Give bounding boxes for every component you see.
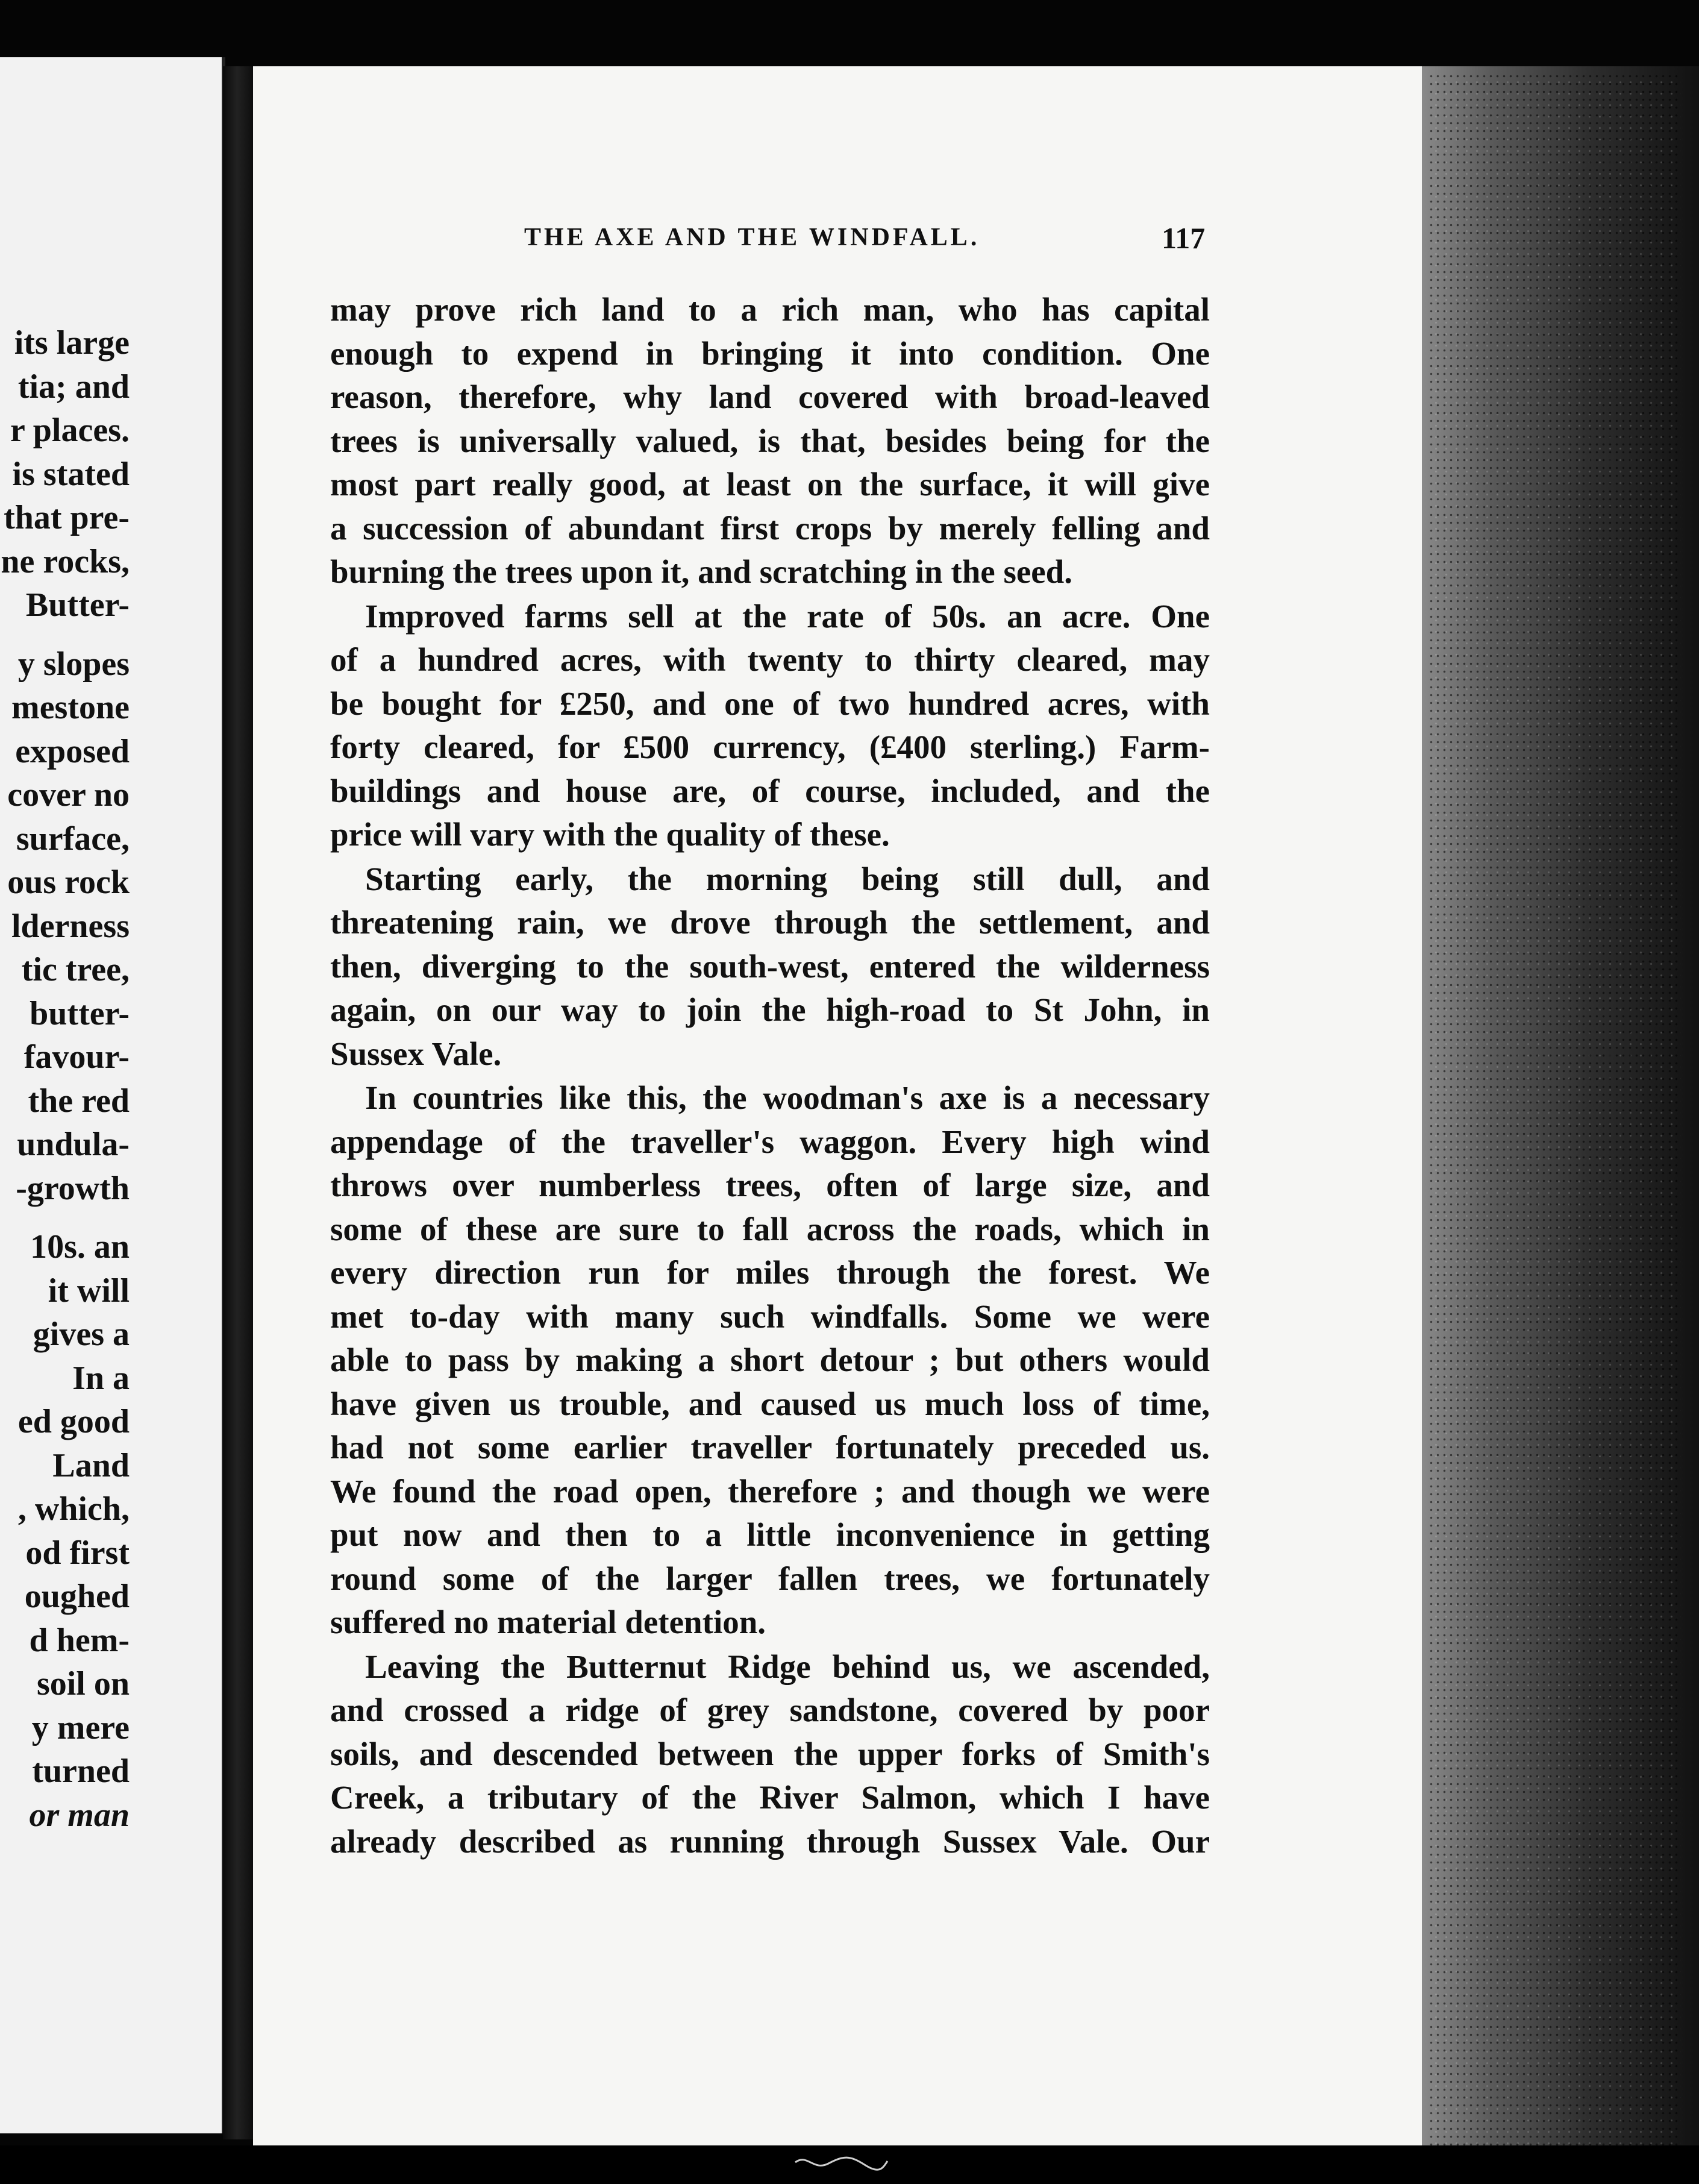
left-line: is stated bbox=[12, 455, 130, 493]
text-line: soils, and descended between the upper forks of Smith's bbox=[330, 1735, 1210, 1772]
left-line: r places. bbox=[10, 412, 130, 449]
text-line: Leaving the Butternut Ridge behind us, we ascended, bbox=[365, 1648, 1210, 1685]
text-line: able to pass by making a short detour ; but others would bbox=[330, 1341, 1210, 1378]
text-line: some of these are sure to fall across the roads, which in bbox=[330, 1210, 1210, 1247]
paragraph bbox=[330, 1076, 1210, 1645]
paragraph bbox=[330, 858, 1210, 1076]
text-line: burning the trees upon it, and scratching in the seed. bbox=[330, 553, 1073, 590]
text-line: Creek, a tributary of the River Salmon, which I have bbox=[330, 1779, 1210, 1816]
left-line: 10s. an bbox=[30, 1228, 130, 1266]
text-line: enough to expend in bringing it into condition. One bbox=[330, 334, 1210, 372]
text-line: suffered no material detention. bbox=[330, 1604, 766, 1640]
text-line: We found the road open, therefore ; and though we were bbox=[330, 1472, 1210, 1510]
text-line: have given us trouble, and caused us much loss of time, bbox=[330, 1385, 1210, 1422]
text-line: In countries like this, the woodman's axe is a necessary bbox=[365, 1079, 1210, 1116]
text-line: Sussex Vale. bbox=[330, 1035, 502, 1072]
left-line: turned bbox=[32, 1753, 130, 1790]
text-line: be bought for £250, and one of two hundred acres, with bbox=[330, 685, 1210, 722]
left-line: tic tree, bbox=[21, 951, 130, 988]
text-line: then, diverging to the south-west, entered the wilderness bbox=[330, 947, 1210, 985]
left-line: mestone bbox=[11, 689, 130, 726]
text-line: already described as running through Sussex Vale. Our bbox=[330, 1822, 1210, 1860]
left-line: ne rocks, bbox=[1, 542, 130, 580]
text-line: and crossed a ridge of grey sandstone, covered by poor bbox=[330, 1692, 1210, 1728]
left-line: lderness bbox=[11, 907, 130, 945]
text-line: trees is universally valued, is that, besides being for the bbox=[330, 422, 1210, 459]
left-line: In a bbox=[72, 1359, 130, 1397]
text-line: most part really good, at least on the surface, it will give bbox=[330, 466, 1210, 503]
text-line: put now and then to a little inconvenience in getting bbox=[330, 1516, 1210, 1553]
left-line: Land bbox=[52, 1446, 130, 1484]
left-line: d hem- bbox=[29, 1621, 130, 1659]
page-number: 117 bbox=[1162, 221, 1206, 255]
text-line: Improved farms sell at the rate of 50s. an acre. One bbox=[365, 597, 1210, 635]
left-line: or man bbox=[29, 1796, 130, 1834]
text-line: again, on our way to join the high-road to St John, in bbox=[330, 991, 1210, 1028]
left-line: Butter- bbox=[25, 586, 130, 624]
left-line: od first bbox=[25, 1534, 130, 1572]
text-line: reason, therefore, why land covered with broad-leaved bbox=[330, 378, 1210, 415]
running-head: THE AXE AND THE WINDFALL. bbox=[524, 224, 980, 251]
text-line: every direction run for miles through the forest. We bbox=[330, 1254, 1210, 1291]
page-edge-texture bbox=[1428, 72, 1681, 2145]
text-line: a succession of abundant first crops by merely felling and bbox=[330, 509, 1210, 547]
left-line: it will bbox=[48, 1272, 130, 1310]
left-line: tia; and bbox=[17, 368, 130, 406]
text-line: had not some earlier traveller fortunately preceded us. bbox=[330, 1429, 1210, 1466]
left-line: favour- bbox=[23, 1038, 130, 1076]
left-line: ed good bbox=[17, 1403, 130, 1440]
text-line: price will vary with the quality of these. bbox=[330, 816, 890, 853]
text-line: appendage of the traveller's waggon. Every high wind bbox=[330, 1123, 1210, 1160]
text-line: met to-day with many such windfalls. Some we were bbox=[330, 1298, 1210, 1335]
paragraph bbox=[330, 288, 1210, 594]
left-line: butter- bbox=[30, 994, 130, 1032]
left-line: cover no bbox=[7, 776, 130, 814]
left-line: the red bbox=[28, 1082, 130, 1120]
left-line: its large bbox=[14, 324, 130, 362]
left-line: y slopes bbox=[17, 645, 130, 683]
left-line: undula- bbox=[17, 1126, 130, 1163]
text-line: of a hundred acres, with twenty to thirty cleared, may bbox=[330, 641, 1210, 678]
left-line: oughed bbox=[24, 1578, 130, 1615]
left-page bbox=[0, 57, 225, 2133]
text-line: round some of the larger fallen trees, we fortunately bbox=[330, 1560, 1210, 1597]
book-gutter bbox=[223, 66, 254, 2139]
left-line: that pre- bbox=[4, 499, 130, 536]
left-line: soil on bbox=[36, 1665, 130, 1702]
left-line: ous rock bbox=[7, 864, 130, 901]
left-line: gives a bbox=[33, 1316, 130, 1353]
text-line: Starting early, the morning being still dull, and bbox=[365, 860, 1210, 897]
left-line: , which, bbox=[17, 1490, 130, 1528]
text-line: forty cleared, for £500 currency, (£400 sterling.) Farm- bbox=[330, 729, 1210, 765]
left-page-text bbox=[0, 321, 130, 1837]
left-line: y mere bbox=[31, 1709, 130, 1746]
text-line: may prove rich land to a rich man, who has capital bbox=[330, 291, 1210, 328]
left-line: surface, bbox=[16, 820, 130, 858]
text-line: buildings and house are, of course, included, and the bbox=[330, 772, 1210, 809]
paragraph bbox=[330, 1645, 1210, 1864]
text-line: throws over numberless trees, often of large size, and bbox=[330, 1167, 1210, 1203]
text-line: threatening rain, we drove through the settlement, and bbox=[330, 904, 1210, 941]
paragraph bbox=[330, 595, 1210, 857]
binding-thread-mark bbox=[792, 2150, 889, 2174]
body-text bbox=[330, 288, 1210, 1863]
left-line: exposed bbox=[15, 732, 130, 770]
left-line: -growth bbox=[16, 1169, 130, 1207]
